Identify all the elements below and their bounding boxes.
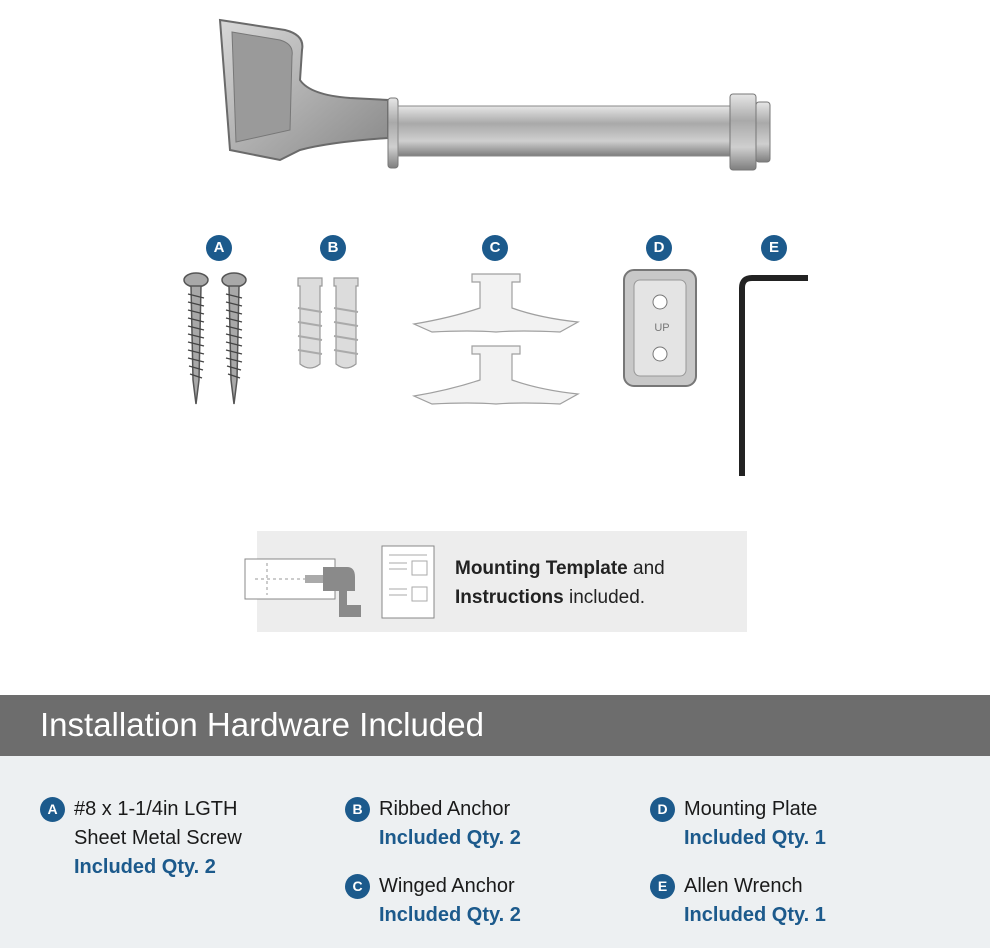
plate-up-marking: UP <box>654 322 670 334</box>
hardware-list <box>0 756 990 948</box>
badge-a: A <box>206 235 232 261</box>
instructions-text: included. <box>563 587 646 608</box>
drill-template-icon <box>243 551 363 621</box>
item-qty-a: Included Qty. 2 <box>74 856 216 878</box>
item-name-d: Mounting Plate <box>684 798 818 820</box>
item-badge-b: B <box>345 797 370 822</box>
item-qty-c: Included Qty. 2 <box>379 904 521 926</box>
sheet-metal-screw-image <box>176 270 256 410</box>
badge-c: C <box>482 235 508 261</box>
winged-anchor-image <box>410 270 582 410</box>
badge-d: D <box>646 235 672 261</box>
mounting-plate-image <box>622 268 698 388</box>
item-badge-c: C <box>345 874 370 899</box>
toilet-paper-holder-image <box>210 10 780 185</box>
item-badge-d: D <box>650 797 675 822</box>
item-name-b: Ribbed Anchor <box>379 798 511 820</box>
item-qty-e: Included Qty. 1 <box>684 904 826 926</box>
badge-e: E <box>761 235 787 261</box>
template-text: and <box>627 558 665 579</box>
mounting-template-note <box>257 531 747 632</box>
item-name-a-line2: Sheet Metal Screw <box>74 827 242 849</box>
item-qty-b: Included Qty. 2 <box>379 827 521 849</box>
ribbed-anchor-image <box>292 272 372 377</box>
item-badge-a: A <box>40 797 65 822</box>
instructions-bold: Instructions <box>455 587 564 608</box>
template-bold: Mounting Template <box>455 558 628 579</box>
item-qty-d: Included Qty. 1 <box>684 827 826 849</box>
item-name-a-line1: #8 x 1-1/4in LGTH <box>74 798 238 820</box>
item-badge-e: E <box>650 874 675 899</box>
section-banner <box>0 695 990 756</box>
item-name-e: Allen Wrench <box>684 875 803 897</box>
item-name-c: Winged Anchor <box>379 875 515 897</box>
badge-b: B <box>320 235 346 261</box>
allen-wrench-image <box>736 270 812 480</box>
instructions-document-icon <box>381 545 435 619</box>
section-title: Installation Hardware Included <box>40 706 484 743</box>
